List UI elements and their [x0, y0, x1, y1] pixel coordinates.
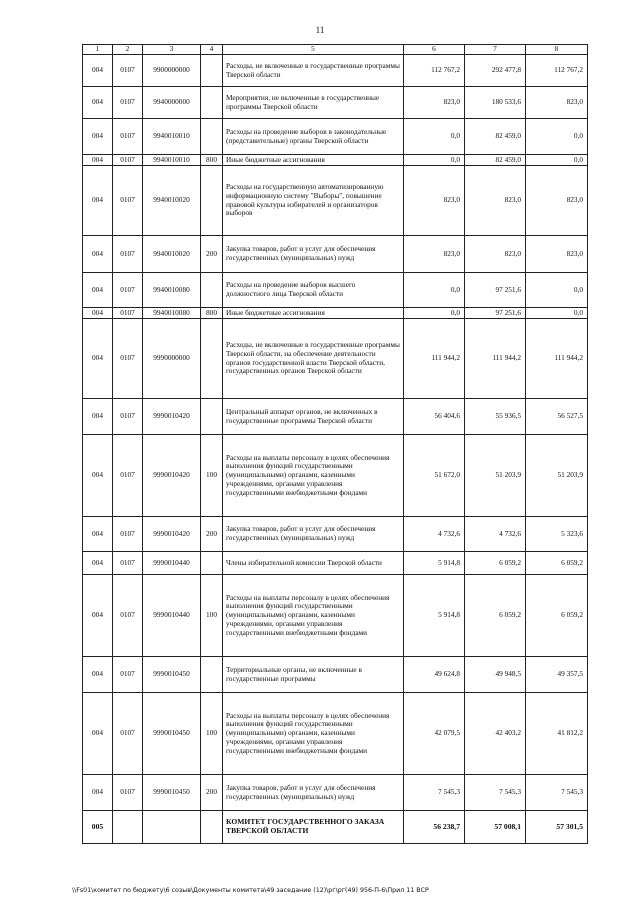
cell-admin-code: 004 — [83, 399, 113, 435]
cell-section-code: 0107 — [113, 399, 143, 435]
cell-target-code: 9940010010 — [143, 155, 201, 166]
cell-admin-code: 005 — [83, 811, 113, 844]
cell-expense-type: 100 — [201, 575, 223, 657]
cell-description: Расходы, не включенные в государственные программы Тверской области, на обеспечение деятельности органов государственной власти Тверской области, государственных органов Тверской области — [223, 319, 404, 399]
col-header: 8 — [526, 45, 588, 55]
cell-amount-1: 4 732,6 — [404, 517, 465, 552]
cell-amount-3: 0,0 — [526, 155, 588, 166]
cell-amount-1: 823,0 — [404, 87, 465, 119]
cell-amount-3: 823,0 — [526, 236, 588, 273]
cell-amount-1: 823,0 — [404, 166, 465, 236]
cell-admin-code: 004 — [83, 575, 113, 657]
cell-amount-1: 51 672,0 — [404, 435, 465, 517]
cell-admin-code: 004 — [83, 693, 113, 775]
budget-table — [82, 44, 588, 844]
cell-amount-3: 49 357,5 — [526, 657, 588, 693]
cell-description: Территориальные органы, не включенные в государственные программы — [223, 657, 404, 693]
table-row — [83, 399, 588, 435]
cell-description: Расходы на выплаты персоналу в целях обеспечения выполнения функций государственными (муниципальными) органами, казенными учреждениями, органами управления государственными внебюджетными фондами — [223, 693, 404, 775]
cell-admin-code: 004 — [83, 517, 113, 552]
cell-description: Расходы, не включенные в государственные программы Тверской области — [223, 55, 404, 87]
cell-admin-code: 004 — [83, 166, 113, 236]
cell-amount-1: 5 914,8 — [404, 552, 465, 575]
cell-target-code: 9990010450 — [143, 693, 201, 775]
col-header: 2 — [113, 45, 143, 55]
cell-description: Расходы на выплаты персоналу в целях обеспечения выполнения функций государственными (муниципальными) органами, казенными учреждениями, органами управления государственными внебюджетными фондами — [223, 435, 404, 517]
file-path-footer: \\Fs01\комитет по бюджету\6 созыв\Документы комитета\49 заседание (12)\рг\рг(49) 956-П-6\Прил 11 ВСР — [72, 887, 429, 894]
cell-target-code: 9940010080 — [143, 273, 201, 308]
cell-amount-3: 111 944,2 — [526, 319, 588, 399]
cell-amount-2: 6 059,2 — [465, 575, 526, 657]
cell-amount-2: 57 008,1 — [465, 811, 526, 844]
cell-section-code — [113, 811, 143, 844]
col-header: 3 — [143, 45, 201, 55]
cell-admin-code: 004 — [83, 87, 113, 119]
cell-amount-3: 41 812,2 — [526, 693, 588, 775]
cell-expense-type — [201, 399, 223, 435]
cell-amount-3: 56 527,5 — [526, 399, 588, 435]
cell-admin-code: 004 — [83, 775, 113, 811]
table-row — [83, 55, 588, 87]
col-header: 6 — [404, 45, 465, 55]
cell-amount-2: 82 459,0 — [465, 119, 526, 155]
col-header: 1 — [83, 45, 113, 55]
cell-admin-code: 004 — [83, 657, 113, 693]
cell-amount-2: 7 545,3 — [465, 775, 526, 811]
cell-amount-3: 0,0 — [526, 273, 588, 308]
table-row — [83, 236, 588, 273]
cell-description: Расходы на проведение выборов в законодательные (представительные) органы Тверской области — [223, 119, 404, 155]
cell-expense-type: 200 — [201, 517, 223, 552]
cell-amount-1: 42 079,5 — [404, 693, 465, 775]
cell-expense-type — [201, 552, 223, 575]
cell-section-code: 0107 — [113, 308, 143, 319]
cell-target-code: 9990010440 — [143, 575, 201, 657]
cell-description: Расходы на проведение выборов высшего должностного лица Тверской области — [223, 273, 404, 308]
cell-expense-type: 800 — [201, 155, 223, 166]
table-row — [83, 575, 588, 657]
cell-section-code: 0107 — [113, 87, 143, 119]
cell-expense-type — [201, 811, 223, 844]
cell-expense-type — [201, 657, 223, 693]
cell-amount-2: 97 251,6 — [465, 273, 526, 308]
cell-section-code: 0107 — [113, 517, 143, 552]
col-header: 7 — [465, 45, 526, 55]
cell-expense-type: 100 — [201, 435, 223, 517]
cell-admin-code: 004 — [83, 236, 113, 273]
cell-target-code: 9990010420 — [143, 399, 201, 435]
cell-admin-code: 004 — [83, 273, 113, 308]
cell-amount-2: 42 403,2 — [465, 693, 526, 775]
cell-section-code: 0107 — [113, 155, 143, 166]
page-number: 11 — [315, 25, 325, 35]
cell-target-code: 9990010440 — [143, 552, 201, 575]
table-row — [83, 775, 588, 811]
cell-section-code: 0107 — [113, 657, 143, 693]
cell-amount-1: 0,0 — [404, 308, 465, 319]
table-row — [83, 119, 588, 155]
cell-description: Члены избирательной комиссии Тверской области — [223, 552, 404, 575]
cell-description: Расходы на выплаты персоналу в целях обеспечения выполнения функций государственными (муниципальными) органами, казенными учреждениями, органами управления государственными внебюджетными фондами — [223, 575, 404, 657]
table-row — [83, 552, 588, 575]
cell-amount-1: 0,0 — [404, 119, 465, 155]
cell-amount-2: 292 477,8 — [465, 55, 526, 87]
cell-target-code: 9940010020 — [143, 166, 201, 236]
cell-description: КОМИТЕТ ГОСУДАРСТВЕННОГО ЗАКАЗА ТВЕРСКОЙ ОБЛАСТИ — [223, 811, 404, 844]
cell-target-code: 9940010080 — [143, 308, 201, 319]
cell-amount-2: 6 059,2 — [465, 552, 526, 575]
cell-amount-1: 0,0 — [404, 273, 465, 308]
cell-amount-3: 0,0 — [526, 308, 588, 319]
cell-amount-1: 56 238,7 — [404, 811, 465, 844]
cell-target-code: 9990000000 — [143, 319, 201, 399]
cell-section-code: 0107 — [113, 435, 143, 517]
cell-amount-1: 49 624,8 — [404, 657, 465, 693]
cell-section-code: 0107 — [113, 55, 143, 87]
cell-amount-3: 823,0 — [526, 166, 588, 236]
cell-amount-2: 823,0 — [465, 236, 526, 273]
cell-amount-1: 111 944,2 — [404, 319, 465, 399]
cell-amount-2: 97 251,6 — [465, 308, 526, 319]
cell-admin-code: 004 — [83, 119, 113, 155]
cell-amount-1: 823,0 — [404, 236, 465, 273]
cell-target-code: 9940010010 — [143, 119, 201, 155]
cell-amount-3: 6 059,2 — [526, 575, 588, 657]
cell-section-code: 0107 — [113, 552, 143, 575]
col-header: 5 — [223, 45, 404, 55]
cell-expense-type: 800 — [201, 308, 223, 319]
cell-target-code: 9940010020 — [143, 236, 201, 273]
cell-amount-2: 55 936,5 — [465, 399, 526, 435]
cell-description: Закупка товаров, работ и услуг для обеспечения государственных (муниципальных) нужд — [223, 236, 404, 273]
cell-amount-2: 51 203,9 — [465, 435, 526, 517]
cell-description: Мероприятия, не включенные в государственные программы Тверской области — [223, 87, 404, 119]
cell-description: Расходы на государственную автоматизированную информационную систему "Выборы", повышение правовой культуры избирателей и организаторов выборов — [223, 166, 404, 236]
cell-amount-2: 823,0 — [465, 166, 526, 236]
cell-expense-type — [201, 119, 223, 155]
cell-amount-3: 57 301,5 — [526, 811, 588, 844]
cell-target-code — [143, 811, 201, 844]
cell-description: Закупка товаров, работ и услуг для обеспечения государственных (муниципальных) нужд — [223, 517, 404, 552]
cell-amount-3: 51 203,9 — [526, 435, 588, 517]
table-row — [83, 166, 588, 236]
cell-amount-3: 112 767,2 — [526, 55, 588, 87]
cell-amount-1: 7 545,3 — [404, 775, 465, 811]
cell-description: Иные бюджетные ассигнования — [223, 308, 404, 319]
cell-section-code: 0107 — [113, 575, 143, 657]
cell-description: Закупка товаров, работ и услуг для обеспечения государственных (муниципальных) нужд — [223, 775, 404, 811]
cell-expense-type: 200 — [201, 236, 223, 273]
cell-target-code: 9990010420 — [143, 435, 201, 517]
cell-amount-2: 49 948,5 — [465, 657, 526, 693]
cell-expense-type — [201, 166, 223, 236]
cell-admin-code: 004 — [83, 435, 113, 517]
cell-section-code: 0107 — [113, 693, 143, 775]
cell-section-code: 0107 — [113, 119, 143, 155]
cell-amount-2: 111 944,2 — [465, 319, 526, 399]
cell-amount-3: 6 059,2 — [526, 552, 588, 575]
cell-description: Иные бюджетные ассигнования — [223, 155, 404, 166]
cell-amount-1: 112 767,2 — [404, 55, 465, 87]
cell-expense-type — [201, 319, 223, 399]
cell-expense-type — [201, 55, 223, 87]
cell-amount-2: 4 732,6 — [465, 517, 526, 552]
table-row — [83, 308, 588, 319]
cell-amount-2: 82 459,0 — [465, 155, 526, 166]
cell-target-code: 9990010450 — [143, 657, 201, 693]
cell-target-code: 9990010420 — [143, 517, 201, 552]
cell-admin-code: 004 — [83, 155, 113, 166]
cell-section-code: 0107 — [113, 775, 143, 811]
cell-section-code: 0107 — [113, 319, 143, 399]
cell-admin-code: 004 — [83, 319, 113, 399]
cell-amount-2: 180 533,6 — [465, 87, 526, 119]
cell-amount-1: 0,0 — [404, 155, 465, 166]
cell-section-code: 0107 — [113, 166, 143, 236]
cell-amount-1: 56 404,6 — [404, 399, 465, 435]
header-row — [83, 45, 588, 55]
cell-target-code: 9990010450 — [143, 775, 201, 811]
cell-expense-type: 200 — [201, 775, 223, 811]
cell-amount-3: 0,0 — [526, 119, 588, 155]
table-row — [83, 155, 588, 166]
cell-admin-code: 004 — [83, 308, 113, 319]
cell-amount-3: 823,0 — [526, 87, 588, 119]
cell-target-code: 9940000000 — [143, 87, 201, 119]
cell-description: Центральный аппарат органов, не включенных в государственные программы Тверской области — [223, 399, 404, 435]
table-row — [83, 811, 588, 844]
table-row — [83, 693, 588, 775]
cell-section-code: 0107 — [113, 236, 143, 273]
table-row — [83, 273, 588, 308]
cell-amount-3: 7 545,3 — [526, 775, 588, 811]
cell-target-code: 9900000000 — [143, 55, 201, 87]
cell-amount-1: 5 914,8 — [404, 575, 465, 657]
cell-expense-type: 100 — [201, 693, 223, 775]
cell-amount-3: 5 323,6 — [526, 517, 588, 552]
cell-admin-code: 004 — [83, 552, 113, 575]
table-row — [83, 517, 588, 552]
cell-expense-type — [201, 273, 223, 308]
cell-expense-type — [201, 87, 223, 119]
col-header: 4 — [201, 45, 223, 55]
cell-section-code: 0107 — [113, 273, 143, 308]
table-row — [83, 435, 588, 517]
table-row — [83, 319, 588, 399]
table-row — [83, 87, 588, 119]
table-row — [83, 657, 588, 693]
cell-admin-code: 004 — [83, 55, 113, 87]
